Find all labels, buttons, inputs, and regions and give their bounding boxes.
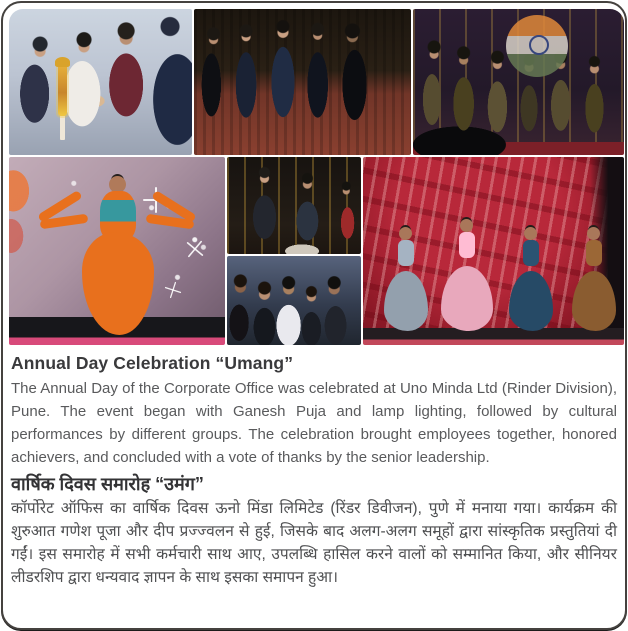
photo-employee-audience: [227, 256, 361, 345]
dancer-grey-figure: [384, 227, 428, 331]
article-body-english: The Annual Day of the Corporate Office was celebrated at Uno Minda Ltd (Rinder Division), Pune. The event began with Ganesh Puja and lamp lighting, followed by cultural performances by different groups. The celebration brought employees together, honored achievers, and concluded with a vote of thanks by the senior leadership.: [11, 380, 617, 466]
article-title-hindi: वार्षिक दिवस समारोह “उमंग”: [11, 474, 204, 494]
india-flag-backdrop-shape: [506, 15, 568, 77]
dancer-skirt: [82, 232, 155, 335]
photo-red-carpet-walk: [194, 9, 411, 155]
lamp-top-shape: [55, 57, 70, 67]
photo-lamp-lighting: [9, 9, 192, 155]
snowflake-decor: [180, 234, 209, 263]
newsletter-page: [1, 1, 627, 630]
article-body-hindi: कॉर्पोरेट ऑफिस का वार्षिक दिवस ऊनो मिंडा लिमिटेड (रिंडर डिवीजन), पुणे में मनाया गया। कार्यक्रम की शुरुआत गणेश पूजा और दीप प्रज्ज्वलन से हुई, जिसके बाद अलग-अलग समूहों द्वारा सांस्कृतिक प्रस्तुतियां दी गईं। इस समारोह में सभी कर्मचारी साथ आए, उपलब्धि हासिल करने वालों को सम्मानित किया, और सीनियर लीडरशिप द्वारा धन्यवाद ज्ञापन के साथ इसका समापन हुआ।: [11, 500, 617, 586]
ashoka-chakra-shape: [529, 35, 549, 55]
dancer-blue-figure: [509, 227, 553, 331]
dancer-bronze-figure: [572, 227, 616, 331]
dancer-figure: [65, 176, 169, 341]
article-title-english: Annual Day Celebration “Umang”: [11, 353, 294, 373]
figure-bodice: [459, 232, 475, 258]
photo-leaders-on-stage: [227, 157, 361, 254]
article-text: [3, 345, 625, 589]
figure-bodice: [398, 240, 414, 266]
figure-bodice: [586, 240, 602, 266]
figure-bodice: [523, 240, 539, 266]
photo-group-dance-gowns: [363, 157, 624, 345]
photo-camouflage-performance: [413, 9, 624, 155]
oil-lamp-shape: [58, 64, 67, 116]
photo-collage: [9, 9, 624, 345]
photo-orange-dancer: [9, 157, 225, 345]
dancer-pink-figure: [441, 219, 493, 331]
